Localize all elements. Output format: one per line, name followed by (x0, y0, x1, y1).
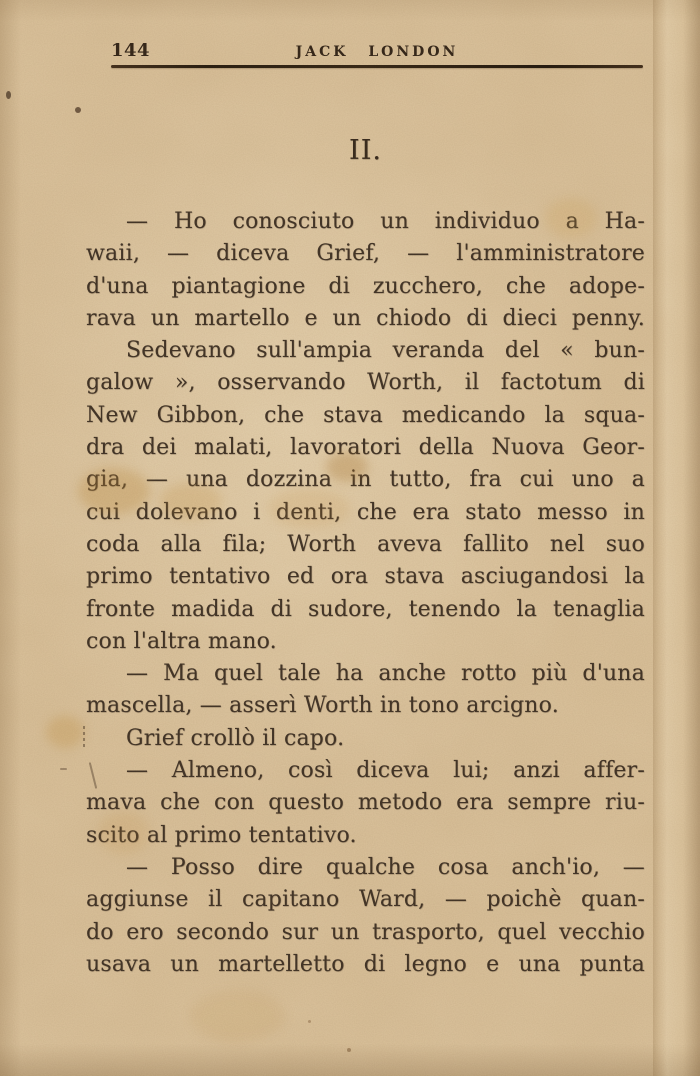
text-line: gia, — una dozzina in tutto, fra cui uno a (86, 467, 645, 493)
text-line: galow », osservando Worth, il factotum di (86, 370, 645, 396)
paper-stain (46, 716, 84, 748)
paper-stain (78, 468, 150, 514)
text-line: cui dolevano i denti, che era stato messo in (86, 499, 645, 525)
text-line: usava un martelletto di legno e una punta (86, 951, 645, 977)
text-line: coda alla fila; Worth aveva fallito nel suo (86, 531, 645, 557)
text-line: — Almeno, così diceva lui; anzi affer- (126, 758, 645, 784)
text-line: dra dei malati, lavoratori della Nuova Geor- (86, 435, 645, 461)
text-line: rava un martello e un chiodo di dieci penny. (86, 305, 645, 331)
page-edge-shadow (653, 0, 700, 1076)
paper-stain (160, 483, 222, 519)
paper-stain (190, 990, 285, 1042)
text-line: — Posso dire qualche cosa anch'io, — (126, 854, 645, 880)
text-line: waii, — diceva Grief, — l'amministratore (86, 241, 645, 267)
header-rule (111, 65, 643, 68)
text-line: mascella, — asserì Worth in tono arcigno. (86, 693, 559, 719)
page-number: 144 (111, 40, 151, 61)
paper-speck (308, 1020, 311, 1023)
margin-pencil-mark (83, 726, 85, 749)
chapter-heading: II. (349, 135, 382, 166)
text-line: fronte madida di sudore, tenendo la tenaglia (86, 596, 645, 622)
text-line: con l'altra mano. (86, 628, 277, 654)
margin-pencil-mark (60, 768, 67, 770)
running-title: JACK LONDON (295, 44, 459, 60)
paper-stain (545, 198, 597, 238)
paper-stain (268, 488, 350, 528)
paper-speck (75, 107, 81, 113)
text-line: d'una piantagione di zucchero, che adope- (86, 273, 645, 299)
text-line: do ero secondo sur un trasporto, quel vecchio (86, 919, 645, 945)
text-line: Sedevano sull'ampia veranda del « bun- (126, 338, 645, 364)
text-line: Grief crollò il capo. (126, 725, 345, 751)
text-line: primo tentativo ed ora stava asciugandosi la (86, 564, 645, 590)
text-line: New Gibbon, che stava medicando la squa- (86, 402, 645, 428)
page-body (86, 206, 645, 981)
paper-stain (326, 452, 368, 482)
paper-speck (347, 1048, 351, 1052)
text-line: — Ho conosciuto un individuo a Ha- (126, 209, 645, 234)
text-line: aggiunse il capitano Ward, — poichè quan- (86, 887, 645, 913)
text-line: scito al primo tentativo. (86, 822, 357, 848)
paper-speck (6, 91, 11, 99)
text-line: mava che con questo metodo era sempre riu- (86, 790, 645, 816)
paper-stain (98, 812, 150, 854)
text-line: — Ma quel tale ha anche rotto più d'una (126, 661, 645, 687)
